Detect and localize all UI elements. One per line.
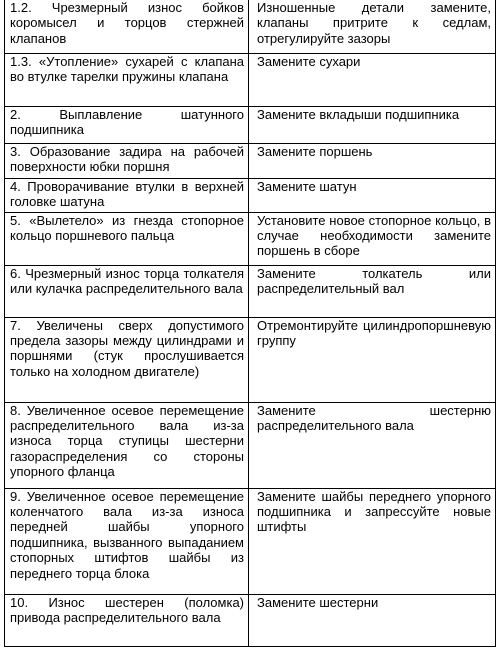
- remedy-cell: Замените толкатель или распределительный вал: [249, 265, 496, 317]
- cause-cell: 3. Образование задира на рабочей поверхности юбки поршня: [5, 143, 249, 178]
- table-row: [5, 402, 496, 488]
- cause-cell: 9. Увеличенное осевое перемещение коленчатого вала из-за износа передней шайбы упорного подшипника, вызванного выпаданием стопорных штифтов шайбы из переднего торца блока: [5, 488, 249, 594]
- table-row: [5, 178, 496, 212]
- remedy-cell: Замените сухари: [249, 53, 496, 106]
- remedy-cell: Отремонтируйте цилиндропоршневую группу: [249, 317, 496, 402]
- table-row: [5, 143, 496, 178]
- cause-cell: 10. Износ шестерен (поломка) привода распределительного вала: [5, 594, 249, 646]
- cause-cell: 7. Увеличены сверх допустимого предела зазоры между цилиндрами и поршнями (стук прослушивается только на холодном двигателе): [5, 317, 249, 402]
- remedy-cell: Замените шестерню распределительного вала: [249, 402, 496, 488]
- remedy-cell: Замените вкладыши подшипника: [249, 106, 496, 143]
- remedy-cell: Установите новое стопорное кольцо, в случае необходимости замените поршень в сборе: [249, 212, 496, 265]
- table-row: [5, 0, 496, 53]
- table-row: [5, 106, 496, 143]
- table-row: [5, 53, 496, 106]
- remedy-cell: Замените шатун: [249, 178, 496, 212]
- remedy-cell: Замените шестерни: [249, 594, 496, 646]
- table-row: [5, 212, 496, 265]
- cause-cell: 5. «Вылетело» из гнезда стопорное кольцо поршневого пальца: [5, 212, 249, 265]
- cause-cell: 1.2. Чрезмерный износ бойков коромысел и торцов стержней клапанов: [5, 0, 249, 53]
- table-row: [5, 594, 496, 646]
- cause-cell: 6. Чрезмерный износ торца толкателя или кулачка распределительного вала: [5, 265, 249, 317]
- troubleshooting-table: [4, 0, 496, 647]
- table-row: [5, 265, 496, 317]
- table-row: [5, 317, 496, 402]
- remedy-cell: Замените поршень: [249, 143, 496, 178]
- table-row: [5, 488, 496, 594]
- cause-cell: 4. Проворачивание втулки в верхней головке шатуна: [5, 178, 249, 212]
- cause-cell: 1.3. «Утопление» сухарей с клапана во втулке тарелки пружины клапана: [5, 53, 249, 106]
- cause-cell: 2. Выплавление шатунного подшипника: [5, 106, 249, 143]
- cause-cell: 8. Увеличенное осевое перемещение распределительного вала из-за износа торца ступицы шестерни газораспределения со стороны упорного фланца: [5, 402, 249, 488]
- remedy-cell: Изношенные детали замените, клапаны притрите к седлам, отрегулируйте зазоры: [249, 0, 496, 53]
- remedy-cell: Замените шайбы переднего упорного подшипника и запрессуйте новые штифты: [249, 488, 496, 594]
